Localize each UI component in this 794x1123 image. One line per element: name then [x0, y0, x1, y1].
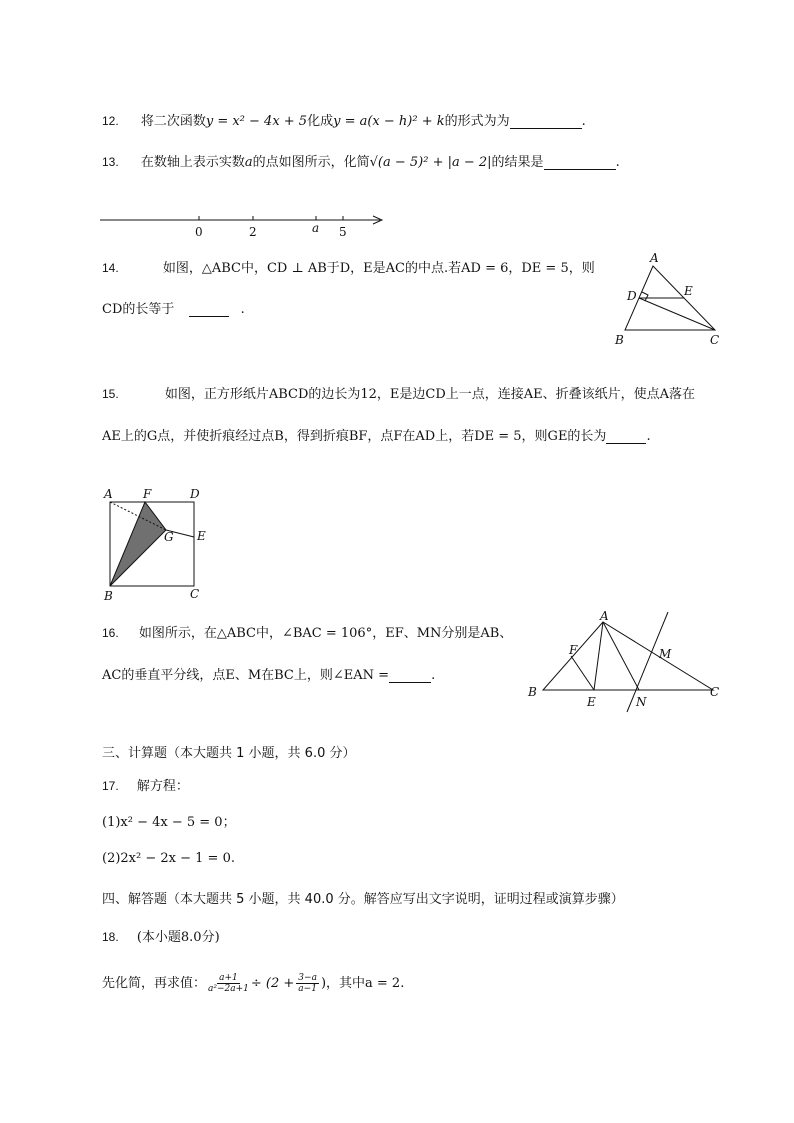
- fraction-1-denominator: a²−2a+1: [208, 984, 249, 994]
- answer-blank[interactable]: [544, 155, 616, 170]
- question-number: 13.: [102, 155, 119, 169]
- fraction-2-numerator: 3−a: [298, 973, 317, 983]
- question-score: (本小题8.0分): [136, 930, 220, 945]
- formula: √(a − 5)² + |a − 2|: [369, 155, 492, 170]
- question-text: 化成: [307, 114, 334, 129]
- question-text: 如图所示，在△ABC中，∠BAC = 106°，EF、MN分别是AB、: [138, 626, 513, 641]
- fraction-1: [208, 973, 249, 994]
- label-d: D: [190, 487, 200, 501]
- question-text: 的点如图所示，化简: [252, 155, 370, 170]
- question-number: 16.: [102, 626, 119, 640]
- operator-text: ÷ (2 +: [250, 976, 295, 991]
- fraction-1-numerator: a+1: [219, 973, 238, 983]
- question-12: [102, 110, 586, 129]
- question-text: AC的垂直平分线，点E、M在BC上，则∠EAN =: [102, 668, 390, 683]
- question-text: CD的长等于: [102, 302, 175, 317]
- question-15-line2: [102, 425, 651, 444]
- fraction-2-denominator: a−1: [298, 984, 317, 994]
- question-13: [102, 151, 620, 170]
- label-d: D: [627, 289, 637, 303]
- question-18-expression: [102, 972, 404, 994]
- question-17-part2: (2)2x² − 2x − 1 = 0.: [102, 851, 235, 866]
- question-text: 将二次函数: [140, 114, 206, 129]
- label-a: A: [650, 251, 659, 265]
- question-14: [102, 257, 595, 276]
- period: .: [615, 155, 620, 170]
- label-b: B: [528, 685, 537, 699]
- question-17-part1: (1)x² − 4x − 5 = 0；: [102, 815, 236, 830]
- question-number: 15.: [102, 387, 119, 401]
- answer-blank[interactable]: [189, 302, 229, 317]
- tick-label-2: 2: [249, 225, 257, 239]
- formula: y = x² − 4x + 5: [205, 114, 308, 129]
- question-text: 如图，△ABC中，CD ⊥ AB于D，E是AC的中点.若AD = 6，DE = 5，则: [162, 261, 595, 276]
- label-b: B: [104, 589, 113, 603]
- label-e: E: [684, 284, 693, 298]
- section-heading-3: 三、计算题（本大题共 1 小题，共 6.0 分）: [102, 746, 356, 761]
- question-number: 14.: [102, 261, 119, 275]
- question-16-line2: [102, 664, 435, 683]
- answer-blank[interactable]: [389, 668, 431, 683]
- period: .: [240, 302, 245, 317]
- question-number: 12.: [102, 114, 119, 128]
- triangle-figure-14: [605, 248, 735, 348]
- tick-label-a: a: [312, 221, 320, 235]
- label-a: A: [104, 487, 113, 501]
- label-c: C: [710, 685, 720, 699]
- segment-fe: [571, 656, 594, 690]
- fraction-2: [296, 973, 319, 994]
- segment-cd: [639, 298, 715, 330]
- label-a: A: [600, 610, 609, 623]
- period: .: [431, 668, 436, 683]
- section-heading-4: 四、解答题（本大题共 5 小题，共 40.0 分。解答应写出文字说明，证明过程或演算步骤）: [102, 892, 624, 907]
- question-number: 17.: [102, 779, 119, 793]
- answer-blank[interactable]: [510, 114, 582, 129]
- question-15: [102, 383, 695, 402]
- formula: y = a(x − h)² + k: [333, 114, 445, 129]
- question-14-line2: [102, 298, 245, 317]
- label-n: N: [636, 695, 647, 709]
- number-line-figure: [96, 208, 396, 240]
- variable: a: [244, 155, 253, 170]
- question-text: 如图，正方形纸片ABCD的边长为12，E是边CD上一点，连接AE、折叠该纸片，使点A落在: [164, 387, 696, 402]
- label-b: B: [615, 333, 624, 347]
- segment-an: [603, 622, 639, 690]
- question-text: 在数轴上表示实数: [140, 155, 245, 170]
- question-text: AE上的G点，并使折痕经过点B，得到折痕BF，点F在AD上，若DE = 5，则GE的长为: [102, 429, 607, 444]
- question-17: [102, 775, 189, 794]
- square-figure-15: [98, 484, 218, 604]
- label-c: C: [710, 333, 720, 347]
- question-text: )，其中a = 2.: [320, 976, 405, 991]
- tick-label-5: 5: [339, 225, 347, 239]
- folded-triangle: [110, 502, 166, 586]
- line-mn: [627, 612, 668, 712]
- tick-label-0: 0: [195, 225, 203, 239]
- question-text: 的形式为为: [444, 114, 510, 129]
- question-text: 的结果是: [491, 155, 544, 170]
- question-number: 18.: [102, 930, 119, 944]
- label-e: E: [197, 529, 206, 543]
- label-e: E: [587, 695, 596, 709]
- period: .: [646, 429, 651, 444]
- label-f: F: [143, 487, 152, 501]
- question-18: [102, 926, 220, 945]
- label-g: G: [164, 530, 174, 544]
- triangle-figure-16: [523, 610, 733, 716]
- answer-blank[interactable]: [606, 429, 646, 444]
- question-16: [102, 622, 512, 641]
- label-f: F: [569, 643, 578, 657]
- period: .: [581, 114, 586, 129]
- label-m: M: [659, 647, 672, 661]
- question-text: 解方程：: [136, 779, 189, 794]
- label-c: C: [190, 587, 200, 601]
- question-text: 先化简，再求值：: [102, 976, 207, 991]
- segment-ae: [594, 622, 603, 690]
